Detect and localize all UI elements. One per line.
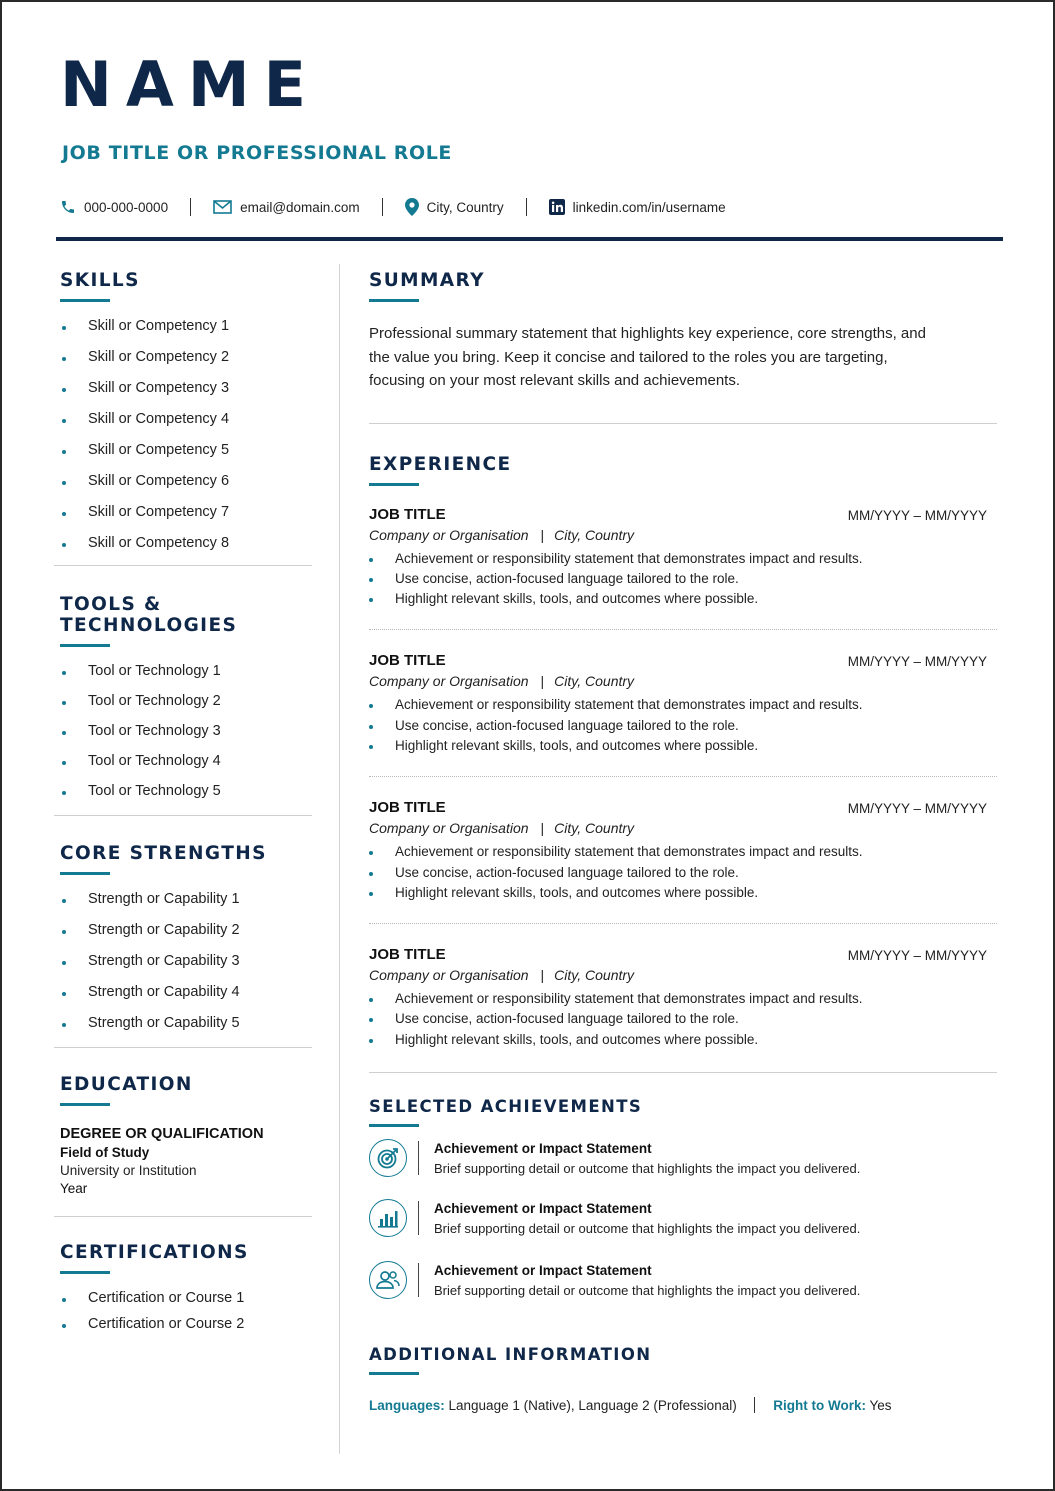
- job-bullet: Achievement or responsibility statement that demonstrates impact and results.: [369, 989, 997, 1009]
- job-entry: [369, 946, 997, 1050]
- job-bullet: Highlight relevant skills, tools, and outcomes where possible.: [369, 1030, 997, 1050]
- heading-underline: [369, 1372, 419, 1375]
- strength-item: Strength or Capability 3: [60, 953, 312, 969]
- job-bullet: Achievement or responsibility statement that demonstrates impact and results.: [369, 695, 997, 715]
- job-company: Company or Organisation: [369, 526, 529, 543]
- summary-text: Professional summary statement that highlights key experience, core strengths, and the value you bring. Keep it concise and tailored to the roles you are targeting, focusing on your most relevant skills and achievements.: [369, 325, 926, 389]
- contact-divider: [526, 198, 527, 216]
- candidate-name: NAME: [60, 48, 320, 121]
- section-heading: SUMMARY: [369, 270, 485, 291]
- achievement-detail: Brief supporting detail or outcome that highlights the impact you delivered.: [434, 1161, 861, 1177]
- job-bullet: Highlight relevant skills, tools, and outcomes where possible.: [369, 883, 997, 903]
- job-bullets: [369, 549, 997, 610]
- section-divider: [54, 1047, 312, 1048]
- section-heading: SELECTED ACHIEVEMENTS: [369, 1097, 643, 1117]
- section-divider: [54, 1216, 312, 1217]
- header-divider: [56, 237, 1003, 241]
- achievement-item: [369, 1139, 997, 1179]
- job-title: JOB TITLE: [369, 652, 446, 670]
- degree: DEGREE OR QUALIFICATION: [60, 1126, 264, 1142]
- strength-item: Strength or Capability 4: [60, 984, 312, 1000]
- job-company-line: [369, 673, 997, 689]
- skill-item: Skill or Competency 2: [60, 349, 312, 365]
- contact-bar: [60, 195, 726, 219]
- tool-item: Tool or Technology 1: [60, 663, 312, 679]
- institution: University or Institution: [60, 1163, 197, 1178]
- job-entry: [369, 652, 997, 756]
- section-heading: CORE STRENGTHS: [60, 843, 267, 864]
- company-divider: |: [540, 820, 545, 837]
- job-entry: [369, 799, 997, 903]
- phone-text: 000-000-0000: [84, 199, 169, 215]
- job-location: City, Country: [554, 967, 635, 984]
- strength-item: Strength or Capability 1: [60, 891, 312, 907]
- strengths-section: [60, 843, 312, 1031]
- tools-section: [60, 594, 312, 799]
- work-label: Right to Work:: [773, 1398, 866, 1414]
- heading-underline: [369, 483, 419, 486]
- company-divider: |: [540, 967, 545, 984]
- bar-chart-icon: [369, 1199, 407, 1237]
- section-heading: ADDITIONAL INFORMATION: [369, 1345, 652, 1365]
- year: Year: [60, 1181, 88, 1196]
- strength-item: Strength or Capability 5: [60, 1015, 312, 1031]
- job-dates: MM/YYYY – MM/YYYY: [847, 507, 987, 523]
- job-location: City, Country: [554, 673, 635, 690]
- job-dates: MM/YYYY – MM/YYYY: [847, 654, 987, 670]
- job-bullet: Use concise, action-focused language tailored to the role.: [369, 569, 997, 589]
- team-icon: [369, 1261, 407, 1299]
- company-divider: |: [540, 526, 545, 543]
- achievement-title: Achievement or Impact Statement: [434, 1201, 652, 1217]
- achievements-section: [369, 1097, 997, 1301]
- job-title: JOB TITLE: [369, 505, 446, 523]
- certification-item: Certification or Course 1: [60, 1290, 312, 1306]
- contact-location: [405, 198, 504, 216]
- job-divider: [369, 776, 997, 777]
- additional-info-section: [369, 1345, 997, 1413]
- column-divider: [339, 264, 340, 1454]
- job-bullet: Use concise, action-focused language tailored to the role.: [369, 716, 997, 736]
- summary-section: [369, 270, 997, 393]
- job-company: Company or Organisation: [369, 967, 529, 984]
- job-dates: MM/YYYY – MM/YYYY: [847, 801, 987, 817]
- job-bullet: Achievement or responsibility statement that demonstrates impact and results.: [369, 549, 997, 569]
- skill-item: Skill or Competency 1: [60, 318, 312, 334]
- job-bullet: Use concise, action-focused language tailored to the role.: [369, 1009, 997, 1029]
- job-bullets: [369, 989, 997, 1050]
- left-column: [60, 264, 312, 1332]
- experience-section: [369, 454, 997, 1051]
- tool-item: Tool or Technology 5: [60, 783, 312, 799]
- skills-section: [60, 270, 312, 551]
- education-section: [60, 1074, 312, 1196]
- contact-divider: [190, 198, 191, 216]
- field-of-study: Field of Study: [60, 1145, 150, 1160]
- section-heading: TOOLS & TECHNOLOGIES: [60, 594, 238, 636]
- job-bullet: Highlight relevant skills, tools, and outcomes where possible.: [369, 589, 997, 609]
- tool-item: Tool or Technology 4: [60, 753, 312, 769]
- certifications-list: [60, 1290, 312, 1332]
- jobs-list: [369, 506, 997, 1051]
- achievement-title: Achievement or Impact Statement: [434, 1141, 652, 1157]
- achievement-title: Achievement or Impact Statement: [434, 1263, 652, 1279]
- section-divider: [54, 815, 312, 816]
- job-location: City, Country: [554, 820, 635, 837]
- job-title: JOB TITLE: [369, 799, 446, 817]
- achievement-detail: Brief supporting detail or outcome that highlights the impact you delivered.: [434, 1283, 861, 1299]
- job-bullets: [369, 842, 997, 903]
- heading-underline: [60, 1103, 110, 1106]
- skill-item: Skill or Competency 5: [60, 442, 312, 458]
- additional-info-line: [369, 1397, 997, 1413]
- tool-item: Tool or Technology 2: [60, 693, 312, 709]
- linkedin-icon: [549, 199, 565, 215]
- job-company-line: [369, 820, 997, 836]
- skill-item: Skill or Competency 7: [60, 504, 312, 520]
- skills-list: [60, 318, 312, 551]
- job-entry: [369, 506, 997, 610]
- tool-item: Tool or Technology 3: [60, 723, 312, 739]
- achievement-item: [369, 1199, 997, 1239]
- strength-item: Strength or Capability 2: [60, 922, 312, 938]
- job-company: Company or Organisation: [369, 820, 529, 837]
- job-company-line: [369, 527, 997, 543]
- heading-underline: [369, 1124, 419, 1127]
- contact-phone: [60, 199, 168, 215]
- linkedin-text: linkedin.com/in/username: [572, 199, 726, 215]
- section-divider: [369, 423, 997, 424]
- location-text: City, Country: [426, 199, 504, 215]
- email-text: email@domain.com: [240, 199, 360, 215]
- section-heading: CERTIFICATIONS: [60, 1242, 249, 1263]
- right-column: [369, 264, 997, 1413]
- certification-item: Certification or Course 2: [60, 1316, 312, 1332]
- strengths-list: [60, 891, 312, 1031]
- skill-item: Skill or Competency 3: [60, 380, 312, 396]
- heading-underline: [60, 872, 110, 875]
- section-heading: EDUCATION: [60, 1074, 193, 1095]
- achievement-detail: Brief supporting detail or outcome that highlights the impact you delivered.: [434, 1221, 861, 1237]
- contact-divider: [382, 198, 383, 216]
- phone-icon: [60, 199, 76, 215]
- heading-underline: [60, 644, 110, 647]
- job-location: City, Country: [554, 526, 635, 543]
- heading-underline: [60, 1271, 110, 1274]
- heading-underline: [369, 299, 419, 302]
- job-bullet: Achievement or responsibility statement that demonstrates impact and results.: [369, 842, 997, 862]
- achievement-divider: [418, 1263, 419, 1297]
- job-title: JOB TITLE: [369, 946, 446, 964]
- section-heading: SKILLS: [60, 270, 140, 291]
- section-heading: EXPERIENCE: [369, 453, 512, 475]
- languages-value: Language 1 (Native), Language 2 (Professional): [444, 1398, 737, 1414]
- info-divider: [754, 1397, 755, 1413]
- section-divider: [54, 565, 312, 566]
- mail-icon: [213, 200, 232, 214]
- job-divider: [369, 629, 997, 630]
- achievement-divider: [418, 1141, 419, 1175]
- section-divider: [369, 1072, 997, 1073]
- achievement-item: [369, 1261, 997, 1301]
- contact-email: [213, 200, 360, 215]
- job-bullet: Use concise, action-focused language tailored to the role.: [369, 863, 997, 883]
- certifications-section: [60, 1242, 312, 1332]
- job-company: Company or Organisation: [369, 673, 529, 690]
- contact-linkedin: [549, 199, 726, 215]
- skill-item: Skill or Competency 6: [60, 473, 312, 489]
- tools-list: [60, 663, 312, 799]
- location-pin-icon: [405, 198, 419, 216]
- skill-item: Skill or Competency 8: [60, 535, 312, 551]
- achievement-divider: [418, 1201, 419, 1235]
- job-bullets: [369, 695, 997, 756]
- languages-label: Languages:: [369, 1398, 445, 1414]
- job-company-line: [369, 967, 997, 983]
- skill-item: Skill or Competency 4: [60, 411, 312, 427]
- professional-role: JOB TITLE OR PROFESSIONAL ROLE: [62, 142, 453, 164]
- job-bullet: Highlight relevant skills, tools, and outcomes where possible.: [369, 736, 997, 756]
- work-value: Yes: [865, 1398, 892, 1414]
- job-divider: [369, 923, 997, 924]
- target-icon: [369, 1139, 407, 1177]
- job-dates: MM/YYYY – MM/YYYY: [847, 948, 987, 964]
- achievements-list: [369, 1139, 997, 1301]
- company-divider: |: [540, 673, 545, 690]
- heading-underline: [60, 299, 110, 302]
